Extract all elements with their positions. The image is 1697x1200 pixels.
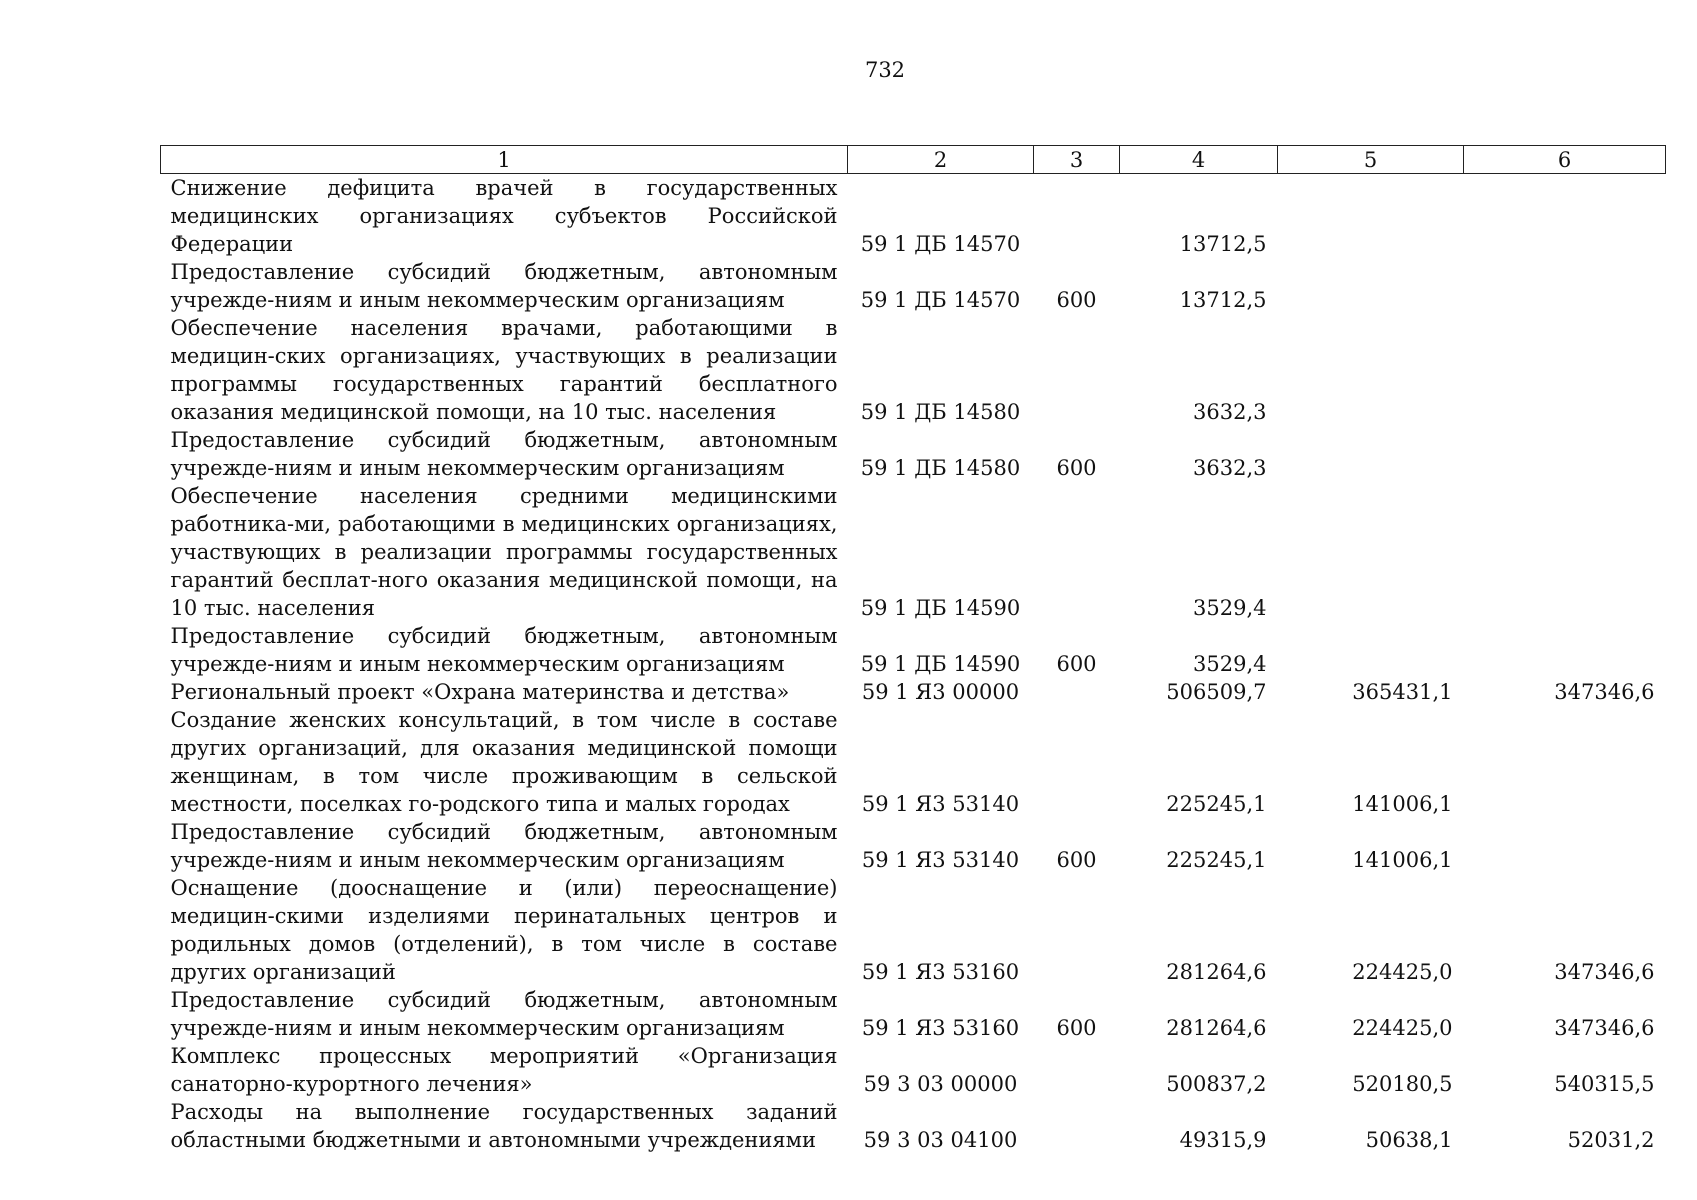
column-header-2: 2 xyxy=(848,146,1034,174)
row-code: 59 3 03 04100 xyxy=(863,1128,1018,1152)
row-value-6 xyxy=(1464,622,1666,678)
table-row xyxy=(161,1042,1666,1098)
row-value-5 xyxy=(1278,314,1464,426)
table-row xyxy=(161,818,1666,874)
header-row xyxy=(161,146,1666,174)
row-code: 59 1 ДБ 14590 xyxy=(860,652,1021,676)
row-value-5: 224425,0 xyxy=(1352,960,1453,984)
row-code: 59 3 03 00000 xyxy=(863,1072,1018,1096)
row-code: 59 1 ДБ 14570 xyxy=(860,288,1021,312)
row-value-4: 3529,4 xyxy=(1193,652,1267,676)
row-expense-type: 600 xyxy=(1056,848,1097,872)
row-name: Расходы на выполнение государственных заданий областными бюджетными и автономными учреждениями xyxy=(170,1100,838,1152)
row-expense-type xyxy=(1034,874,1120,986)
row-code: 59 1 Я3 53160 xyxy=(861,1016,1020,1040)
column-header-4: 4 xyxy=(1120,146,1278,174)
row-value-6: 540315,5 xyxy=(1554,1072,1655,1096)
row-code: 59 1 Я3 53140 xyxy=(861,848,1020,872)
row-value-5 xyxy=(1278,174,1464,259)
row-value-4: 3632,3 xyxy=(1193,456,1267,480)
budget-table xyxy=(160,145,1666,1154)
row-value-6 xyxy=(1464,258,1666,314)
table-row xyxy=(161,174,1666,259)
row-value-6: 347346,6 xyxy=(1554,960,1655,984)
row-name: Обеспечение населения средними медицинскими работника-ми, работающими в медицинских организациях, участвующих в реализации программы государственных гарантий бесплат-ного оказания медицинской помощи, на 10 тыс. населения xyxy=(170,484,838,620)
row-expense-type xyxy=(1034,706,1120,818)
row-name: Региональный проект «Охрана материнства и детства» xyxy=(170,680,790,704)
row-value-4: 281264,6 xyxy=(1166,960,1267,984)
row-expense-type xyxy=(1034,482,1120,622)
row-value-5: 224425,0 xyxy=(1352,1016,1453,1040)
row-value-6 xyxy=(1464,706,1666,818)
table-row xyxy=(161,622,1666,678)
row-value-6 xyxy=(1464,818,1666,874)
row-name: Создание женских консультаций, в том числе в составе других организаций, для оказания медицинской помощи женщинам, в том числе проживающим в сельской местности, поселках го-родского типа и малых городах xyxy=(170,708,838,816)
row-code: 59 1 ДБ 14580 xyxy=(860,456,1021,480)
row-value-4: 225245,1 xyxy=(1166,792,1267,816)
row-code: 59 1 ДБ 14580 xyxy=(860,400,1021,424)
row-value-5 xyxy=(1278,426,1464,482)
row-code: 59 1 Я3 53140 xyxy=(861,792,1020,816)
row-name: Предоставление субсидий бюджетным, автономным учрежде-ниям и иным некоммерческим организациям xyxy=(170,260,838,312)
row-expense-type: 600 xyxy=(1056,456,1097,480)
row-name: Предоставление субсидий бюджетным, автономным учрежде-ниям и иным некоммерческим организациям xyxy=(170,820,838,872)
row-value-6 xyxy=(1464,426,1666,482)
page-number: 732 xyxy=(864,58,906,82)
row-value-5: 520180,5 xyxy=(1352,1072,1453,1096)
row-value-6: 347346,6 xyxy=(1554,680,1655,704)
column-header-6: 6 xyxy=(1464,146,1666,174)
row-value-6: 347346,6 xyxy=(1554,1016,1655,1040)
row-value-5 xyxy=(1278,482,1464,622)
row-value-4: 281264,6 xyxy=(1166,1016,1267,1040)
row-value-5 xyxy=(1278,622,1464,678)
row-value-6 xyxy=(1464,314,1666,426)
table-row xyxy=(161,258,1666,314)
row-value-4: 49315,9 xyxy=(1179,1128,1267,1152)
row-value-4: 13712,5 xyxy=(1179,232,1267,256)
row-code: 59 1 Я3 00000 xyxy=(861,680,1020,704)
table-row xyxy=(161,482,1666,622)
row-value-4: 13712,5 xyxy=(1179,288,1267,312)
row-expense-type xyxy=(1034,314,1120,426)
column-header-3: 3 xyxy=(1034,146,1120,174)
row-value-6 xyxy=(1464,174,1666,259)
row-value-4: 225245,1 xyxy=(1166,848,1267,872)
row-name: Комплекс процессных мероприятий «Организация санаторно-курортного лечения» xyxy=(170,1044,838,1096)
row-value-5: 141006,1 xyxy=(1352,792,1453,816)
row-expense-type xyxy=(1034,1098,1120,1154)
column-header-5: 5 xyxy=(1278,146,1464,174)
table-row xyxy=(161,426,1666,482)
table-row xyxy=(161,678,1666,706)
row-value-4: 506509,7 xyxy=(1166,680,1267,704)
row-value-5 xyxy=(1278,258,1464,314)
row-value-5: 365431,1 xyxy=(1352,680,1453,704)
row-value-5: 50638,1 xyxy=(1365,1128,1453,1152)
table-row xyxy=(161,706,1666,818)
row-expense-type xyxy=(1034,678,1120,706)
row-value-5: 141006,1 xyxy=(1352,848,1453,872)
row-name: Обеспечение населения врачами, работающими в медицин-ских организациях, участвующих в реализации программы государственных гарантий бесплатного оказания медицинской помощи, на 10 тыс. населения xyxy=(170,316,838,424)
row-value-6 xyxy=(1464,482,1666,622)
row-code: 59 1 ДБ 14570 xyxy=(860,232,1021,256)
row-name: Оснащение (дооснащение и (или) переоснащение) медицин-скими изделиями перинатальных центров и родильных домов (отделений), в том числе в составе других организаций xyxy=(170,876,838,984)
row-name: Предоставление субсидий бюджетным, автономным учрежде-ниям и иным некоммерческим организациям xyxy=(170,428,838,480)
row-code: 59 1 ДБ 14590 xyxy=(860,596,1021,620)
table-row xyxy=(161,986,1666,1042)
row-expense-type: 600 xyxy=(1056,288,1097,312)
row-expense-type xyxy=(1034,1042,1120,1098)
row-value-4: 500837,2 xyxy=(1166,1072,1267,1096)
row-expense-type: 600 xyxy=(1056,1016,1097,1040)
column-header-1: 1 xyxy=(161,146,848,174)
table-row xyxy=(161,874,1666,986)
row-value-4: 3632,3 xyxy=(1193,400,1267,424)
table-row xyxy=(161,1098,1666,1154)
row-name: Предоставление субсидий бюджетным, автономным учрежде-ниям и иным некоммерческим организациям xyxy=(170,988,838,1040)
row-expense-type: 600 xyxy=(1056,652,1097,676)
row-value-4: 3529,4 xyxy=(1193,596,1267,620)
table-row xyxy=(161,314,1666,426)
row-name: Предоставление субсидий бюджетным, автономным учрежде-ниям и иным некоммерческим организациям xyxy=(170,624,838,676)
row-name: Снижение дефицита врачей в государственных медицинских организациях субъектов Российской Федерации xyxy=(170,176,838,256)
row-expense-type xyxy=(1034,174,1120,259)
row-value-6: 52031,2 xyxy=(1567,1128,1655,1152)
row-code: 59 1 Я3 53160 xyxy=(861,960,1020,984)
